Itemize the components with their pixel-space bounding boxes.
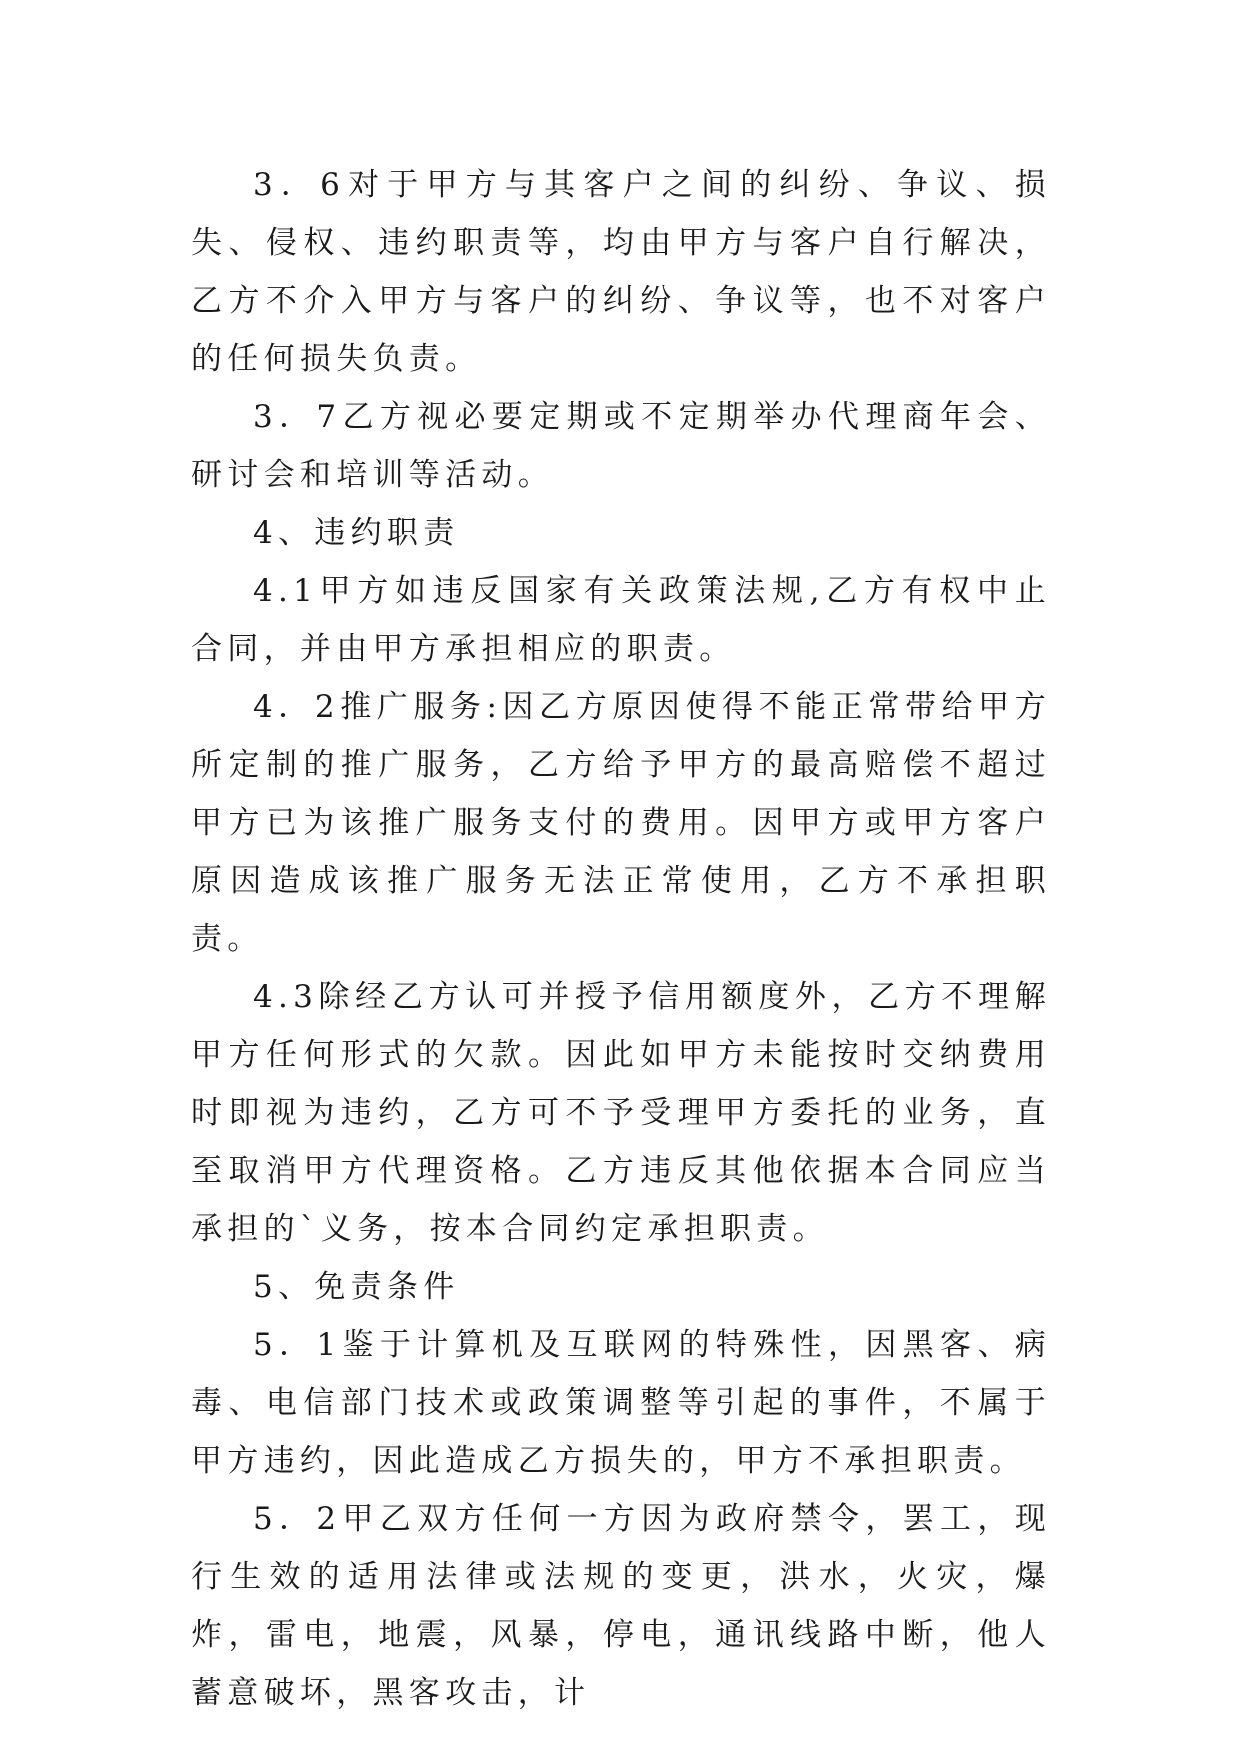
section-heading-5: 5、免责条件 [253,1269,460,1305]
clause-4-3: 4.3除经乙方认可并授予信用额度外，乙方不理解甲方任何形式的欠款。因此如甲方未能按时交纳费用时即视为违约，乙方可不予受理甲方委托的业务，直至取消甲方代理资格。乙方违反其他依据本合同应当承担的`义务，按本合同约定承担职责。 [191,979,1051,1247]
clause-5-2: 5．2甲乙双方任何一方因为政府禁令，罢工，现行生效的适用法律或法规的变更，洪水，火灾，爆炸，雷电，地震，风暴，停电，通讯线路中断，他人蓄意破坏，黑客攻击，计 [191,1501,1051,1711]
clause-5-1: 5．1鉴于计算机及互联网的特殊性，因黑客、病毒、电信部门技术或政策调整等引起的事件，不属于甲方违约，因此造成乙方损失的，甲方不承担职责。 [191,1327,1051,1479]
section-heading-4: 4、违约职责 [253,515,460,551]
clause-4-1: 4.1甲方如违反国家有关政策法规,乙方有权中止合同，并由甲方承担相应的职责。 [191,573,1051,667]
clause-3-6: 3．6对于甲方与其客户之间的纠纷、争议、损失、侵权、违约职责等，均由甲方与客户自行解决，乙方不介入甲方与客户的纠纷、争议等，也不对客户的任何损失负责。 [191,167,1051,377]
document-body [191,156,1051,1722]
clause-4-2: 4．2推广服务:因乙方原因使得不能正常带给甲方所定制的推广服务，乙方给予甲方的最高赔偿不超过甲方已为该推广服务支付的费用。因甲方或甲方客户原因造成该推广服务无法正常使用，乙方不承担职责。 [191,689,1051,957]
clause-3-7: 3．7乙方视必要定期或不定期举办代理商年会、研讨会和培训等活动。 [191,399,1051,493]
